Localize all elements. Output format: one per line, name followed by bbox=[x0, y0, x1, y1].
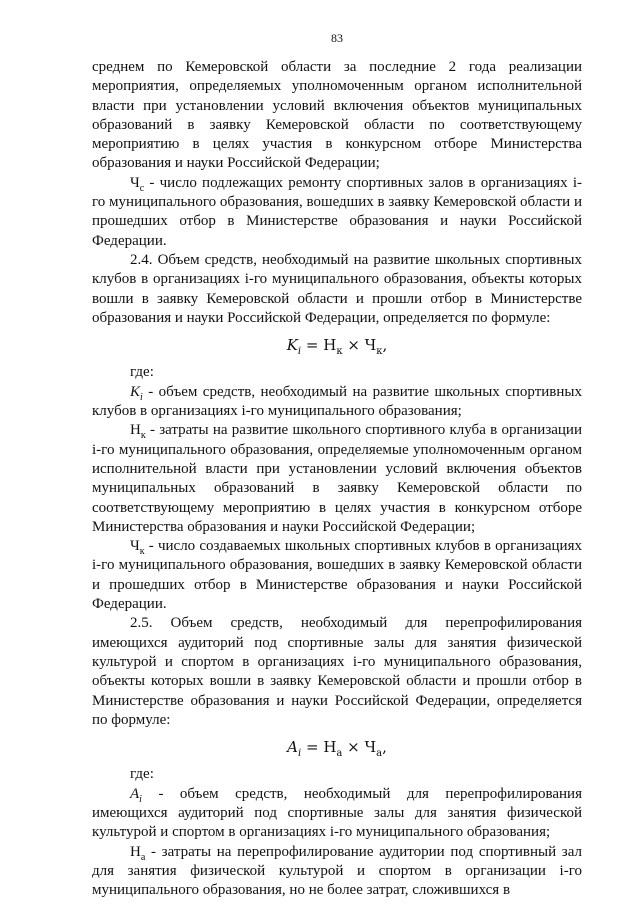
formula-b-sub: к bbox=[376, 346, 383, 358]
definition-text: - число подлежащих ремонту спортивных залов в организациях i-го муниципального образования, вошедших в заявку Кемеровской области и прошедших отбор в Министерстве образования и науки Российской Федерации. bbox=[92, 174, 582, 249]
formula-a-sub: а bbox=[336, 748, 343, 760]
symbol: Ч bbox=[130, 538, 140, 555]
document-page bbox=[92, 30, 582, 900]
formula-lhs: K bbox=[286, 336, 298, 355]
formula-lhs-sub: i bbox=[297, 346, 302, 358]
definition-chs bbox=[92, 174, 582, 251]
symbol-subscript: i bbox=[139, 793, 142, 805]
symbol: Н bbox=[130, 422, 141, 439]
clause-2-5: 2.5. Объем средств, необходимый для перепрофилирования имеющихся аудиторий под спортивные залы для занятия физической культурой и спортом в организациях i-го муниципального образования, объекты которых вошли в заявку Кемеровской области и прошли отбор в Министерстве образования и науки Российской Федерации, определяется по формуле: bbox=[92, 615, 582, 728]
formula-b-sub: а bbox=[376, 748, 383, 760]
where-label: где: bbox=[130, 364, 154, 381]
symbol-subscript: к bbox=[139, 546, 145, 558]
where-label: где: bbox=[130, 766, 154, 783]
definition-text: - затраты на перепрофилирование аудитории под спортивный зал для занятия физической культурой и спортом в организации i-го муниципального образования, но не более затрат, сложившихся в bbox=[92, 843, 582, 899]
formula-a: Н bbox=[323, 738, 337, 757]
formula-ai bbox=[92, 738, 582, 760]
paragraph-continuation: среднем по Кемеровской области за последние 2 года реализации мероприятия, определяемых уполномоченным органом исполнительной власти при установлении условий включения объектов муниципальных образований в заявку Кемеровской области по соответствующему мероприятию в целях участия в конкурсном отборе Министерства образования и науки Российской Федерации; bbox=[92, 59, 582, 172]
formula-lhs: A bbox=[287, 738, 298, 757]
symbol-subscript: i bbox=[140, 391, 143, 403]
symbol: A bbox=[130, 785, 140, 802]
formula-ki bbox=[92, 336, 582, 358]
symbol-subscript: а bbox=[140, 851, 146, 863]
clause-2-4: 2.4. Объем средств, необходимый на развитие школьных спортивных клубов в организациях i-го муниципального образования, объекты которых вошли в заявку Кемеровской области и прошли отбор в Министерстве образования и науки Российской Федерации, определяется по формуле: bbox=[92, 251, 582, 326]
formula-eq: = bbox=[301, 336, 324, 355]
definition-chk bbox=[92, 537, 582, 614]
formula-times: × bbox=[342, 738, 365, 757]
symbol-subscript: к bbox=[140, 430, 146, 442]
page-number: 83 bbox=[331, 31, 343, 45]
formula-eq: = bbox=[301, 738, 324, 757]
formula-a-sub: к bbox=[336, 346, 343, 358]
definition-text: - число создаваемых школьных спортивных клубов в организациях i-го муниципального образования, вошедших в заявку Кемеровской области и прошедших отбор в Министерстве образования и науки Российской Федерации. bbox=[92, 538, 582, 613]
definition-text: - объем средств, необходимый для перепрофилирования имеющихся аудиторий под спортивные залы для занятия физической культурой и спортом в организациях i-го муниципального образования; bbox=[92, 785, 582, 841]
definition-text: - объем средств, необходимый на развитие школьных спортивных клубов в организациях i-го муниципального образования; bbox=[92, 383, 582, 420]
formula-a: Н bbox=[323, 336, 337, 355]
formula-lhs-sub: i bbox=[298, 748, 302, 760]
symbol: Н bbox=[130, 843, 141, 860]
definition-nk bbox=[92, 421, 582, 537]
definition-ki bbox=[92, 383, 582, 422]
formula-b: Ч bbox=[364, 738, 377, 757]
definition-text: - затраты на развитие школьного спортивного клуба в организации i-го муниципального образования, определяемые уполномоченным органом исполнительной власти при установлении условий включения объектов муниципальных образований в заявку Кемеровской области по соответствующему мероприятию в целях участия в конкурсном отборе Министерства образования и науки Российской Федерации; bbox=[92, 422, 582, 535]
formula-times: × bbox=[342, 336, 365, 355]
symbol-subscript: с bbox=[139, 182, 145, 194]
definition-na bbox=[92, 843, 582, 901]
formula-tail: , bbox=[382, 738, 387, 757]
definition-ai bbox=[92, 785, 582, 843]
formula-b: Ч bbox=[364, 336, 377, 355]
symbol: K bbox=[130, 383, 141, 400]
symbol: Ч bbox=[130, 174, 140, 191]
formula-tail: , bbox=[382, 336, 388, 355]
